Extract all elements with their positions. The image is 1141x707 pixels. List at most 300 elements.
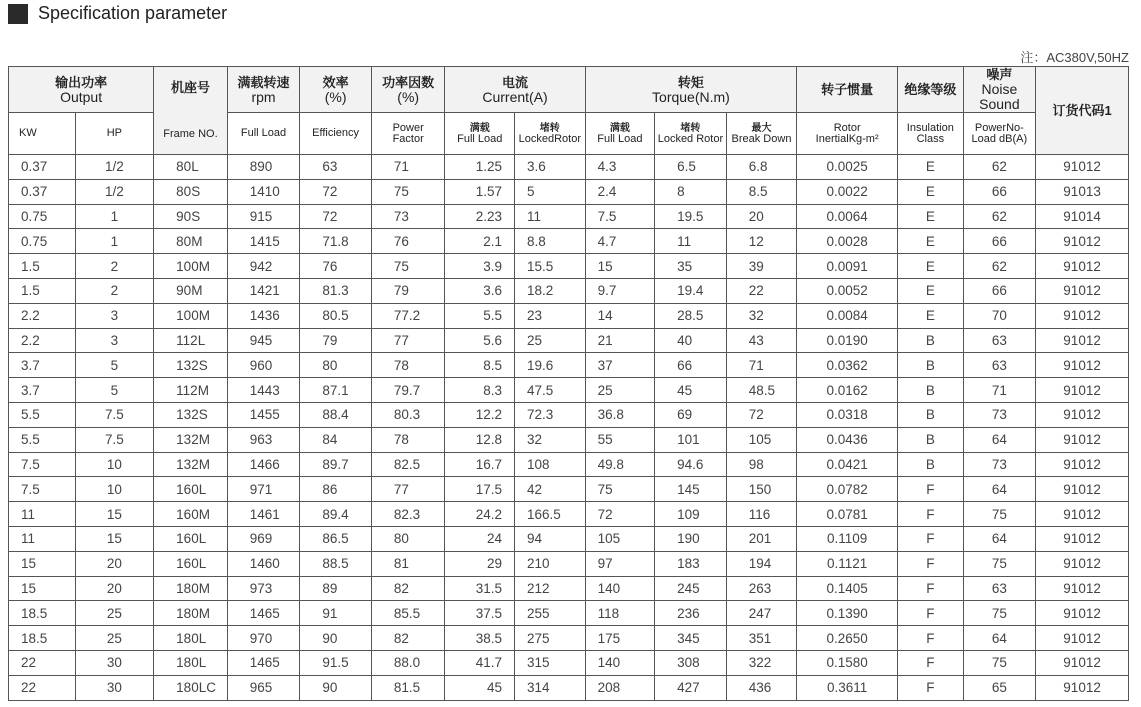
header-output-cn: 输出功率 [55, 74, 108, 90]
cell-kw: 22 [9, 650, 76, 675]
cell-torque-full: 75 [585, 477, 655, 502]
cell-order-code: 91012 [1036, 601, 1129, 626]
cell-kw: 3.7 [9, 353, 76, 378]
cell-current-locked: 25 [515, 328, 586, 353]
cell-power-factor: 88.0 [371, 650, 445, 675]
cell-order-code: 91012 [1036, 328, 1129, 353]
header-power-factor [371, 67, 445, 113]
header-noise-cn: 噪声 [986, 67, 1013, 82]
cell-torque-locked: 40 [655, 328, 727, 353]
cell-current-locked: 47.5 [515, 378, 586, 403]
cell-current-full: 38.5 [445, 626, 515, 651]
cell-current-locked: 108 [515, 452, 586, 477]
cell-torque-max: 22 [726, 278, 797, 303]
cell-frame: 100M [154, 303, 228, 328]
cell-torque-full: 9.7 [585, 278, 655, 303]
cell-efficiency: 63 [300, 155, 372, 180]
cell-insulation: E [898, 278, 964, 303]
cell-efficiency: 89.4 [300, 502, 372, 527]
cell-speed: 970 [227, 626, 300, 651]
cell-kw: 18.5 [9, 601, 76, 626]
cell-hp: 10 [75, 477, 154, 502]
cell-torque-max: 322 [726, 650, 797, 675]
cell-current-full: 2.23 [445, 204, 515, 229]
cell-current-locked: 23 [515, 303, 586, 328]
cell-noise: 73 [963, 402, 1036, 427]
table-row [9, 328, 1129, 353]
cell-current-locked: 166.5 [515, 502, 586, 527]
cell-frame: 180LC [154, 675, 228, 700]
cell-torque-locked: 245 [655, 576, 727, 601]
table-row [9, 303, 1129, 328]
cell-current-locked: 210 [515, 551, 586, 576]
cell-frame: 180M [154, 601, 228, 626]
cell-current-full: 5.6 [445, 328, 515, 353]
cell-efficiency: 90 [300, 626, 372, 651]
cell-torque-max: 116 [726, 502, 797, 527]
cell-torque-locked: 8 [655, 179, 727, 204]
cell-insulation: E [898, 254, 964, 279]
cell-noise: 63 [963, 353, 1036, 378]
cell-torque-locked: 145 [655, 477, 727, 502]
table-row [9, 601, 1129, 626]
cell-speed: 969 [227, 526, 300, 551]
cell-kw: 0.37 [9, 179, 76, 204]
cell-torque-max: 351 [726, 626, 797, 651]
subheader-tq-full-cn: 满载 [609, 122, 630, 134]
cell-current-full: 41.7 [445, 650, 515, 675]
cell-speed: 1443 [227, 378, 300, 403]
cell-torque-max: 98 [726, 452, 797, 477]
cell-efficiency: 84 [300, 427, 372, 452]
subheader-inertia-2: InertialKg-m² [815, 132, 879, 145]
cell-torque-full: 140 [585, 650, 655, 675]
cell-power-factor: 77 [371, 328, 445, 353]
table-row [9, 650, 1129, 675]
cell-frame: 180M [154, 576, 228, 601]
cell-frame: 90S [154, 204, 228, 229]
cell-noise: 62 [963, 155, 1036, 180]
subheader-cur-locked-cn: 堵转 [539, 122, 560, 134]
cell-hp: 25 [75, 601, 154, 626]
cell-order-code: 91012 [1036, 502, 1129, 527]
cell-torque-max: 12 [726, 229, 797, 254]
cell-noise: 75 [963, 502, 1036, 527]
cell-current-full: 12.8 [445, 427, 515, 452]
cell-noise: 66 [963, 229, 1036, 254]
header-output [9, 67, 154, 113]
voltage-note: 注：AC380V,50HZ [1020, 50, 1129, 65]
cell-hp: 5 [75, 353, 154, 378]
cell-hp: 20 [75, 551, 154, 576]
cell-torque-max: 20 [726, 204, 797, 229]
header-speed-cn: 满载转速 [237, 74, 290, 90]
subheader-tq-max-cn: 最大 [751, 122, 772, 134]
cell-noise: 75 [963, 650, 1036, 675]
cell-hp: 3 [75, 303, 154, 328]
cell-order-code: 91012 [1036, 303, 1129, 328]
cell-kw: 1.5 [9, 278, 76, 303]
cell-order-code: 91012 [1036, 229, 1129, 254]
header-torque-cn: 转矩 [677, 74, 704, 90]
cell-power-factor: 82 [371, 626, 445, 651]
section-title [8, 3, 227, 24]
cell-torque-max: 48.5 [726, 378, 797, 403]
cell-torque-full: 25 [585, 378, 655, 403]
cell-torque-max: 201 [726, 526, 797, 551]
subheader-tq-locked-en: Locked Rotor [657, 132, 724, 145]
cell-torque-locked: 66 [655, 353, 727, 378]
header-inertia-cn: 转子惯量 [821, 82, 874, 97]
cell-power-factor: 75 [371, 254, 445, 279]
table-row [9, 551, 1129, 576]
cell-order-code: 91012 [1036, 452, 1129, 477]
cell-efficiency: 89.7 [300, 452, 372, 477]
header-eff-cn: 效率 [322, 74, 349, 90]
subheader-insul-2: Class [916, 132, 945, 145]
cell-power-factor: 77.2 [371, 303, 445, 328]
cell-frame: 80L [154, 155, 228, 180]
header-eff-en: (%) [324, 88, 347, 105]
cell-torque-max: 194 [726, 551, 797, 576]
subheader-noise-1: PowerNo- [974, 121, 1024, 134]
cell-torque-max: 8.5 [726, 179, 797, 204]
cell-hp: 15 [75, 502, 154, 527]
subheader-cur-full-cn: 满载 [469, 122, 490, 134]
cell-current-locked: 15.5 [515, 254, 586, 279]
cell-power-factor: 73 [371, 204, 445, 229]
cell-kw: 7.5 [9, 477, 76, 502]
subheader-cur-full-en: Full Load [457, 132, 503, 145]
cell-insulation: F [898, 477, 964, 502]
cell-speed: 973 [227, 576, 300, 601]
cell-insulation: E [898, 229, 964, 254]
cell-insulation: F [898, 576, 964, 601]
cell-speed: 971 [227, 477, 300, 502]
subheader-pf-1: Power [392, 121, 424, 134]
cell-hp: 1 [75, 204, 154, 229]
cell-efficiency: 91 [300, 601, 372, 626]
cell-torque-locked: 6.5 [655, 155, 727, 180]
header-output-en: Output [60, 88, 103, 105]
header-frame-cn: 机座号 [170, 79, 210, 95]
cell-hp: 30 [75, 650, 154, 675]
cell-noise: 63 [963, 576, 1036, 601]
cell-current-full: 1.25 [445, 155, 515, 180]
cell-power-factor: 75 [371, 179, 445, 204]
subheader-tq-max-en: Break Down [731, 132, 792, 145]
subheader-cur-locked-en: LockedRotor [518, 132, 581, 145]
cell-order-code: 91012 [1036, 155, 1129, 180]
cell-frame: 100M [154, 254, 228, 279]
cell-torque-locked: 11 [655, 229, 727, 254]
cell-current-full: 5.5 [445, 303, 515, 328]
cell-insulation: F [898, 526, 964, 551]
cell-torque-full: 175 [585, 626, 655, 651]
cell-inertia: 0.0162 [797, 378, 898, 403]
cell-noise: 64 [963, 427, 1036, 452]
cell-frame: 160L [154, 551, 228, 576]
cell-inertia: 0.0025 [797, 155, 898, 180]
cell-current-full: 37.5 [445, 601, 515, 626]
cell-speed: 1436 [227, 303, 300, 328]
cell-frame: 132M [154, 452, 228, 477]
cell-kw: 7.5 [9, 452, 76, 477]
cell-hp: 7.5 [75, 427, 154, 452]
cell-torque-full: 97 [585, 551, 655, 576]
cell-frame: 160L [154, 526, 228, 551]
cell-frame: 160M [154, 502, 228, 527]
cell-torque-max: 71 [726, 353, 797, 378]
cell-order-code: 91012 [1036, 675, 1129, 700]
cell-speed: 1461 [227, 502, 300, 527]
cell-current-full: 12.2 [445, 402, 515, 427]
cell-torque-locked: 94.6 [655, 452, 727, 477]
cell-efficiency: 88.4 [300, 402, 372, 427]
cell-torque-full: 49.8 [585, 452, 655, 477]
subheader-current-full [445, 113, 515, 155]
cell-torque-locked: 190 [655, 526, 727, 551]
cell-current-full: 8.5 [445, 353, 515, 378]
cell-speed: 915 [227, 204, 300, 229]
cell-kw: 5.5 [9, 402, 76, 427]
cell-order-code: 91012 [1036, 427, 1129, 452]
cell-noise: 66 [963, 278, 1036, 303]
cell-order-code: 91012 [1036, 551, 1129, 576]
cell-order-code: 91012 [1036, 626, 1129, 651]
header-pf-en: (%) [397, 88, 420, 105]
cell-hp: 25 [75, 626, 154, 651]
cell-hp: 30 [75, 675, 154, 700]
cell-efficiency: 71.8 [300, 229, 372, 254]
cell-current-locked: 315 [515, 650, 586, 675]
cell-efficiency: 76 [300, 254, 372, 279]
cell-current-full: 24 [445, 526, 515, 551]
header-order-code [1036, 67, 1129, 155]
cell-current-locked: 275 [515, 626, 586, 651]
subheader-tq-locked-cn: 堵转 [680, 122, 701, 134]
cell-current-locked: 72.3 [515, 402, 586, 427]
cell-kw: 2.2 [9, 303, 76, 328]
subheader-noise-2: Load dB(A) [971, 132, 1028, 145]
cell-inertia: 0.1390 [797, 601, 898, 626]
cell-efficiency: 72 [300, 179, 372, 204]
cell-order-code: 91012 [1036, 378, 1129, 403]
cell-kw: 18.5 [9, 626, 76, 651]
cell-power-factor: 82 [371, 576, 445, 601]
cell-kw: 0.75 [9, 229, 76, 254]
table-row [9, 278, 1129, 303]
cell-torque-locked: 427 [655, 675, 727, 700]
cell-current-full: 3.9 [445, 254, 515, 279]
cell-efficiency: 87.1 [300, 378, 372, 403]
table-row [9, 402, 1129, 427]
cell-inertia: 0.0782 [797, 477, 898, 502]
cell-speed: 960 [227, 353, 300, 378]
cell-power-factor: 79 [371, 278, 445, 303]
cell-torque-full: 4.7 [585, 229, 655, 254]
cell-torque-locked: 345 [655, 626, 727, 651]
cell-power-factor: 82.3 [371, 502, 445, 527]
cell-insulation: E [898, 204, 964, 229]
cell-speed: 965 [227, 675, 300, 700]
cell-power-factor: 71 [371, 155, 445, 180]
cell-speed: 1415 [227, 229, 300, 254]
cell-torque-full: 4.3 [585, 155, 655, 180]
table-row [9, 155, 1129, 180]
header-order-cn: 订货代码1 [1052, 103, 1112, 118]
cell-noise: 75 [963, 551, 1036, 576]
cell-noise: 70 [963, 303, 1036, 328]
table-row [9, 452, 1129, 477]
cell-frame: 90M [154, 278, 228, 303]
table-row [9, 576, 1129, 601]
cell-torque-full: 118 [585, 601, 655, 626]
cell-current-full: 29 [445, 551, 515, 576]
cell-inertia: 0.0318 [797, 402, 898, 427]
cell-hp: 7.5 [75, 402, 154, 427]
cell-insulation: B [898, 378, 964, 403]
cell-torque-max: 39 [726, 254, 797, 279]
cell-torque-max: 72 [726, 402, 797, 427]
cell-speed: 945 [227, 328, 300, 353]
cell-order-code: 91012 [1036, 526, 1129, 551]
cell-current-locked: 8.8 [515, 229, 586, 254]
cell-torque-locked: 109 [655, 502, 727, 527]
cell-power-factor: 78 [371, 353, 445, 378]
cell-torque-locked: 183 [655, 551, 727, 576]
cell-kw: 11 [9, 526, 76, 551]
cell-power-factor: 80 [371, 526, 445, 551]
cell-torque-locked: 19.4 [655, 278, 727, 303]
header-inertia [797, 67, 898, 113]
header-torque-en: Torque(N.m) [652, 88, 730, 105]
subheader-inertia [797, 113, 898, 155]
cell-current-full: 2.1 [445, 229, 515, 254]
cell-insulation: F [898, 601, 964, 626]
title-text: Specification parameter [38, 3, 228, 23]
cell-current-locked: 42 [515, 477, 586, 502]
cell-hp: 2 [75, 254, 154, 279]
cell-current-locked: 5 [515, 179, 586, 204]
cell-insulation: F [898, 551, 964, 576]
cell-inertia: 0.0022 [797, 179, 898, 204]
header-current [445, 67, 585, 113]
cell-hp: 15 [75, 526, 154, 551]
subheader-speed: Full Load [227, 113, 300, 155]
cell-power-factor: 82.5 [371, 452, 445, 477]
cell-efficiency: 88.5 [300, 551, 372, 576]
cell-efficiency: 90 [300, 675, 372, 700]
cell-hp: 1 [75, 229, 154, 254]
cell-noise: 64 [963, 477, 1036, 502]
cell-current-locked: 212 [515, 576, 586, 601]
cell-inertia: 0.1580 [797, 650, 898, 675]
cell-efficiency: 80.5 [300, 303, 372, 328]
subheader-current-locked [515, 113, 586, 155]
cell-torque-max: 43 [726, 328, 797, 353]
cell-frame: 160L [154, 477, 228, 502]
cell-inertia: 0.1405 [797, 576, 898, 601]
subheader-insulation [898, 113, 964, 155]
cell-inertia: 0.1109 [797, 526, 898, 551]
cell-hp: 2 [75, 278, 154, 303]
cell-frame: 80M [154, 229, 228, 254]
subheader-torque-locked [655, 113, 727, 155]
table-row [9, 254, 1129, 279]
cell-insulation: F [898, 650, 964, 675]
cell-insulation: B [898, 452, 964, 477]
cell-torque-max: 150 [726, 477, 797, 502]
cell-current-full: 45 [445, 675, 515, 700]
cell-insulation: B [898, 328, 964, 353]
header-speed [227, 67, 300, 113]
cell-frame: 132M [154, 427, 228, 452]
cell-noise: 62 [963, 254, 1036, 279]
subheader-insul-1: Insulation [906, 121, 954, 134]
cell-efficiency: 72 [300, 204, 372, 229]
cell-hp: 1/2 [75, 179, 154, 204]
cell-insulation: F [898, 675, 964, 700]
cell-hp: 5 [75, 378, 154, 403]
cell-order-code: 91014 [1036, 204, 1129, 229]
cell-order-code: 91012 [1036, 477, 1129, 502]
cell-hp: 20 [75, 576, 154, 601]
cell-torque-locked: 236 [655, 601, 727, 626]
cell-speed: 1410 [227, 179, 300, 204]
table-row [9, 179, 1129, 204]
cell-power-factor: 78 [371, 427, 445, 452]
header-speed-en: rpm [251, 88, 276, 105]
subheader-hp: HP [75, 113, 154, 155]
cell-frame: 132S [154, 353, 228, 378]
cell-speed: 1466 [227, 452, 300, 477]
cell-torque-max: 32 [726, 303, 797, 328]
cell-current-locked: 3.6 [515, 155, 586, 180]
cell-current-locked: 18.2 [515, 278, 586, 303]
cell-current-locked: 94 [515, 526, 586, 551]
cell-hp: 10 [75, 452, 154, 477]
cell-power-factor: 79.7 [371, 378, 445, 403]
cell-current-full: 17.5 [445, 477, 515, 502]
cell-inertia: 0.0190 [797, 328, 898, 353]
cell-kw: 0.75 [9, 204, 76, 229]
cell-order-code: 91012 [1036, 576, 1129, 601]
table-row [9, 204, 1129, 229]
cell-torque-full: 7.5 [585, 204, 655, 229]
cell-kw: 11 [9, 502, 76, 527]
cell-noise: 73 [963, 452, 1036, 477]
cell-inertia: 0.0781 [797, 502, 898, 527]
cell-insulation: E [898, 179, 964, 204]
cell-frame: 132S [154, 402, 228, 427]
cell-torque-full: 2.4 [585, 179, 655, 204]
header-noise-en1: Noise [981, 81, 1018, 97]
cell-efficiency: 86.5 [300, 526, 372, 551]
cell-inertia: 0.2650 [797, 626, 898, 651]
table-row [9, 353, 1129, 378]
cell-current-full: 3.6 [445, 278, 515, 303]
cell-current-locked: 32 [515, 427, 586, 452]
cell-frame: 112L [154, 328, 228, 353]
cell-power-factor: 85.5 [371, 601, 445, 626]
cell-inertia: 0.0064 [797, 204, 898, 229]
spec-table [8, 66, 1129, 701]
cell-insulation: F [898, 502, 964, 527]
cell-torque-full: 72 [585, 502, 655, 527]
table-row [9, 526, 1129, 551]
table-row [9, 477, 1129, 502]
